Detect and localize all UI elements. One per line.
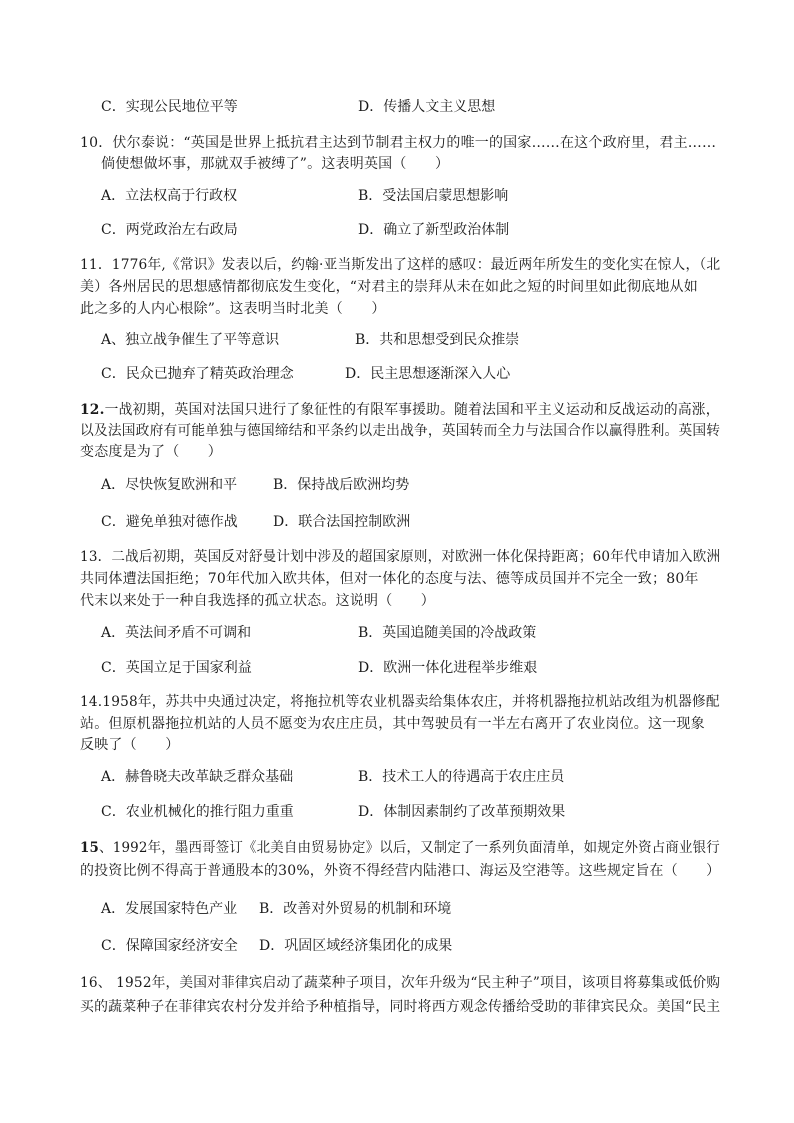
option-c: C．避免单独对德作战 bbox=[101, 514, 238, 530]
option-a: A．立法权高于行政权 bbox=[101, 188, 238, 204]
option-d: D．巩固区域经济集团化的成果 bbox=[259, 938, 453, 954]
option-d: D．联合法国控制欧洲 bbox=[273, 514, 411, 530]
question-number: 15 bbox=[80, 840, 100, 856]
question-line: 16、 1952年，美国对菲律宾启动了蔬菜种子项目，次年升级为“民主种子”项目，该项目将募集或低价购 bbox=[80, 975, 721, 991]
question-line: 的投资比例不得高于普通股本的30%，外资不得经营内陆港口、海运及空港等。这些规定旨在（ ） bbox=[80, 863, 721, 879]
option-a: A．发展国家特色产业 bbox=[101, 901, 238, 917]
question-text: 一战初期，英国对法国只进行了象征性的有限军事援助。随着法国和平主义运动和反战运动的高涨， bbox=[104, 402, 720, 418]
option-c: C．民众已抛弃了精英政治理念 bbox=[101, 366, 294, 382]
option-a: A．赫鲁晓夫改革缺乏群众基础 bbox=[101, 769, 294, 785]
option-a: A、独立战争催生了平等意识 bbox=[101, 332, 280, 348]
option-d: D．传播人文主义思想 bbox=[358, 99, 496, 115]
question-line: 反映了（ ） bbox=[80, 737, 180, 753]
option-b: B．技术工人的待遇高于农庄庄员 bbox=[358, 769, 565, 785]
option-c: C．农业机械化的推行阻力重重 bbox=[101, 804, 294, 820]
option-d: D．欧洲一体化进程举步维艰 bbox=[358, 660, 538, 676]
option-b: B．保持战后欧洲均势 bbox=[273, 477, 410, 493]
option-c: C．英国立足于国家利益 bbox=[101, 660, 252, 676]
option-d: D．确立了新型政治体制 bbox=[358, 222, 510, 238]
option-c: C．实现公民地位平等 bbox=[101, 99, 238, 115]
question-line: 站。但原机器拖拉机站的人员不愿变为农庄庄员，其中驾驶员有一半左右离开了农业岗位。这一现象 bbox=[80, 716, 705, 732]
question-line: 美）各州居民的思想感情都彻底发生变化，“对君主的崇拜从未在如此之短的时间里如此彻底地从如 bbox=[80, 279, 698, 295]
option-b: B．共和思想受到民众推崇 bbox=[355, 332, 520, 348]
question-line: 买的蔬菜种子在菲律宾农村分发并给予种植指导，同时将西方观念传播给受助的菲律宾民众。美国“民主 bbox=[80, 999, 721, 1015]
question-line: 倘使想做坏事，那就双手被缚了”。这表明英国（ ） bbox=[101, 156, 450, 172]
option-b: B．受法国启蒙思想影响 bbox=[358, 188, 509, 204]
question-text: 、1992年，墨西哥签订《北美自由贸易协定》以后，又制定了一系列负面清单，如规定外资占商业银行 bbox=[99, 840, 720, 856]
question-line: 以及法国政府有可能单独与德国缔结和平条约以走出战争，英国转而全力与法国合作以赢得胜利。英国转 bbox=[80, 423, 721, 439]
question-line: 10．伏尔泰说：“英国是世界上抵抗君主达到节制君主权力的唯一的国家……在这个政府里，君主…… bbox=[80, 135, 717, 151]
question-line: 共同体遭法国拒绝；70年代加入欧共体，但对一体化的态度与法、德等成员国并不完全一致；80年 bbox=[80, 571, 699, 587]
question-line: 变态度是为了（ ） bbox=[80, 444, 222, 460]
question-line bbox=[80, 838, 720, 858]
question-line: 14.1958年，苏共中央通过决定，将拖拉机等农业机器卖给集体农庄，并将机器拖拉机站改组为机器修配 bbox=[80, 694, 720, 710]
option-d: D．民主思想逐渐深入人心 bbox=[345, 366, 511, 382]
question-line: 13．二战后初期，英国反对舒曼计划中涉及的超国家原则，对欧洲一体化保持距离；60年代申请加入欧洲 bbox=[80, 549, 721, 565]
question-line bbox=[80, 400, 720, 420]
option-c: C．两党政治左右政局 bbox=[101, 222, 238, 238]
option-b: B．改善对外贸易的机制和环境 bbox=[259, 901, 452, 917]
option-b: B．英国追随美国的冷战政策 bbox=[358, 625, 537, 641]
option-a: A．尽快恢复欧洲和平 bbox=[101, 477, 238, 493]
option-d: D．体制因素制约了改革预期效果 bbox=[358, 804, 566, 820]
question-number: 12. bbox=[80, 402, 105, 418]
option-c: C．保障国家经济安全 bbox=[101, 938, 238, 954]
question-line: 此之多的人内心根除”。这表明当时北美（ ） bbox=[80, 301, 386, 317]
question-line: 代末以来处于一种自我选择的孤立状态。这说明（ ） bbox=[80, 593, 435, 609]
option-a: A．英法间矛盾不可调和 bbox=[101, 625, 252, 641]
question-line: 11．1776年,《常识》发表以后，约翰·亚当斯发出了这样的感叹：最近两年所发生的变化实在惊人，（北 bbox=[80, 257, 721, 273]
